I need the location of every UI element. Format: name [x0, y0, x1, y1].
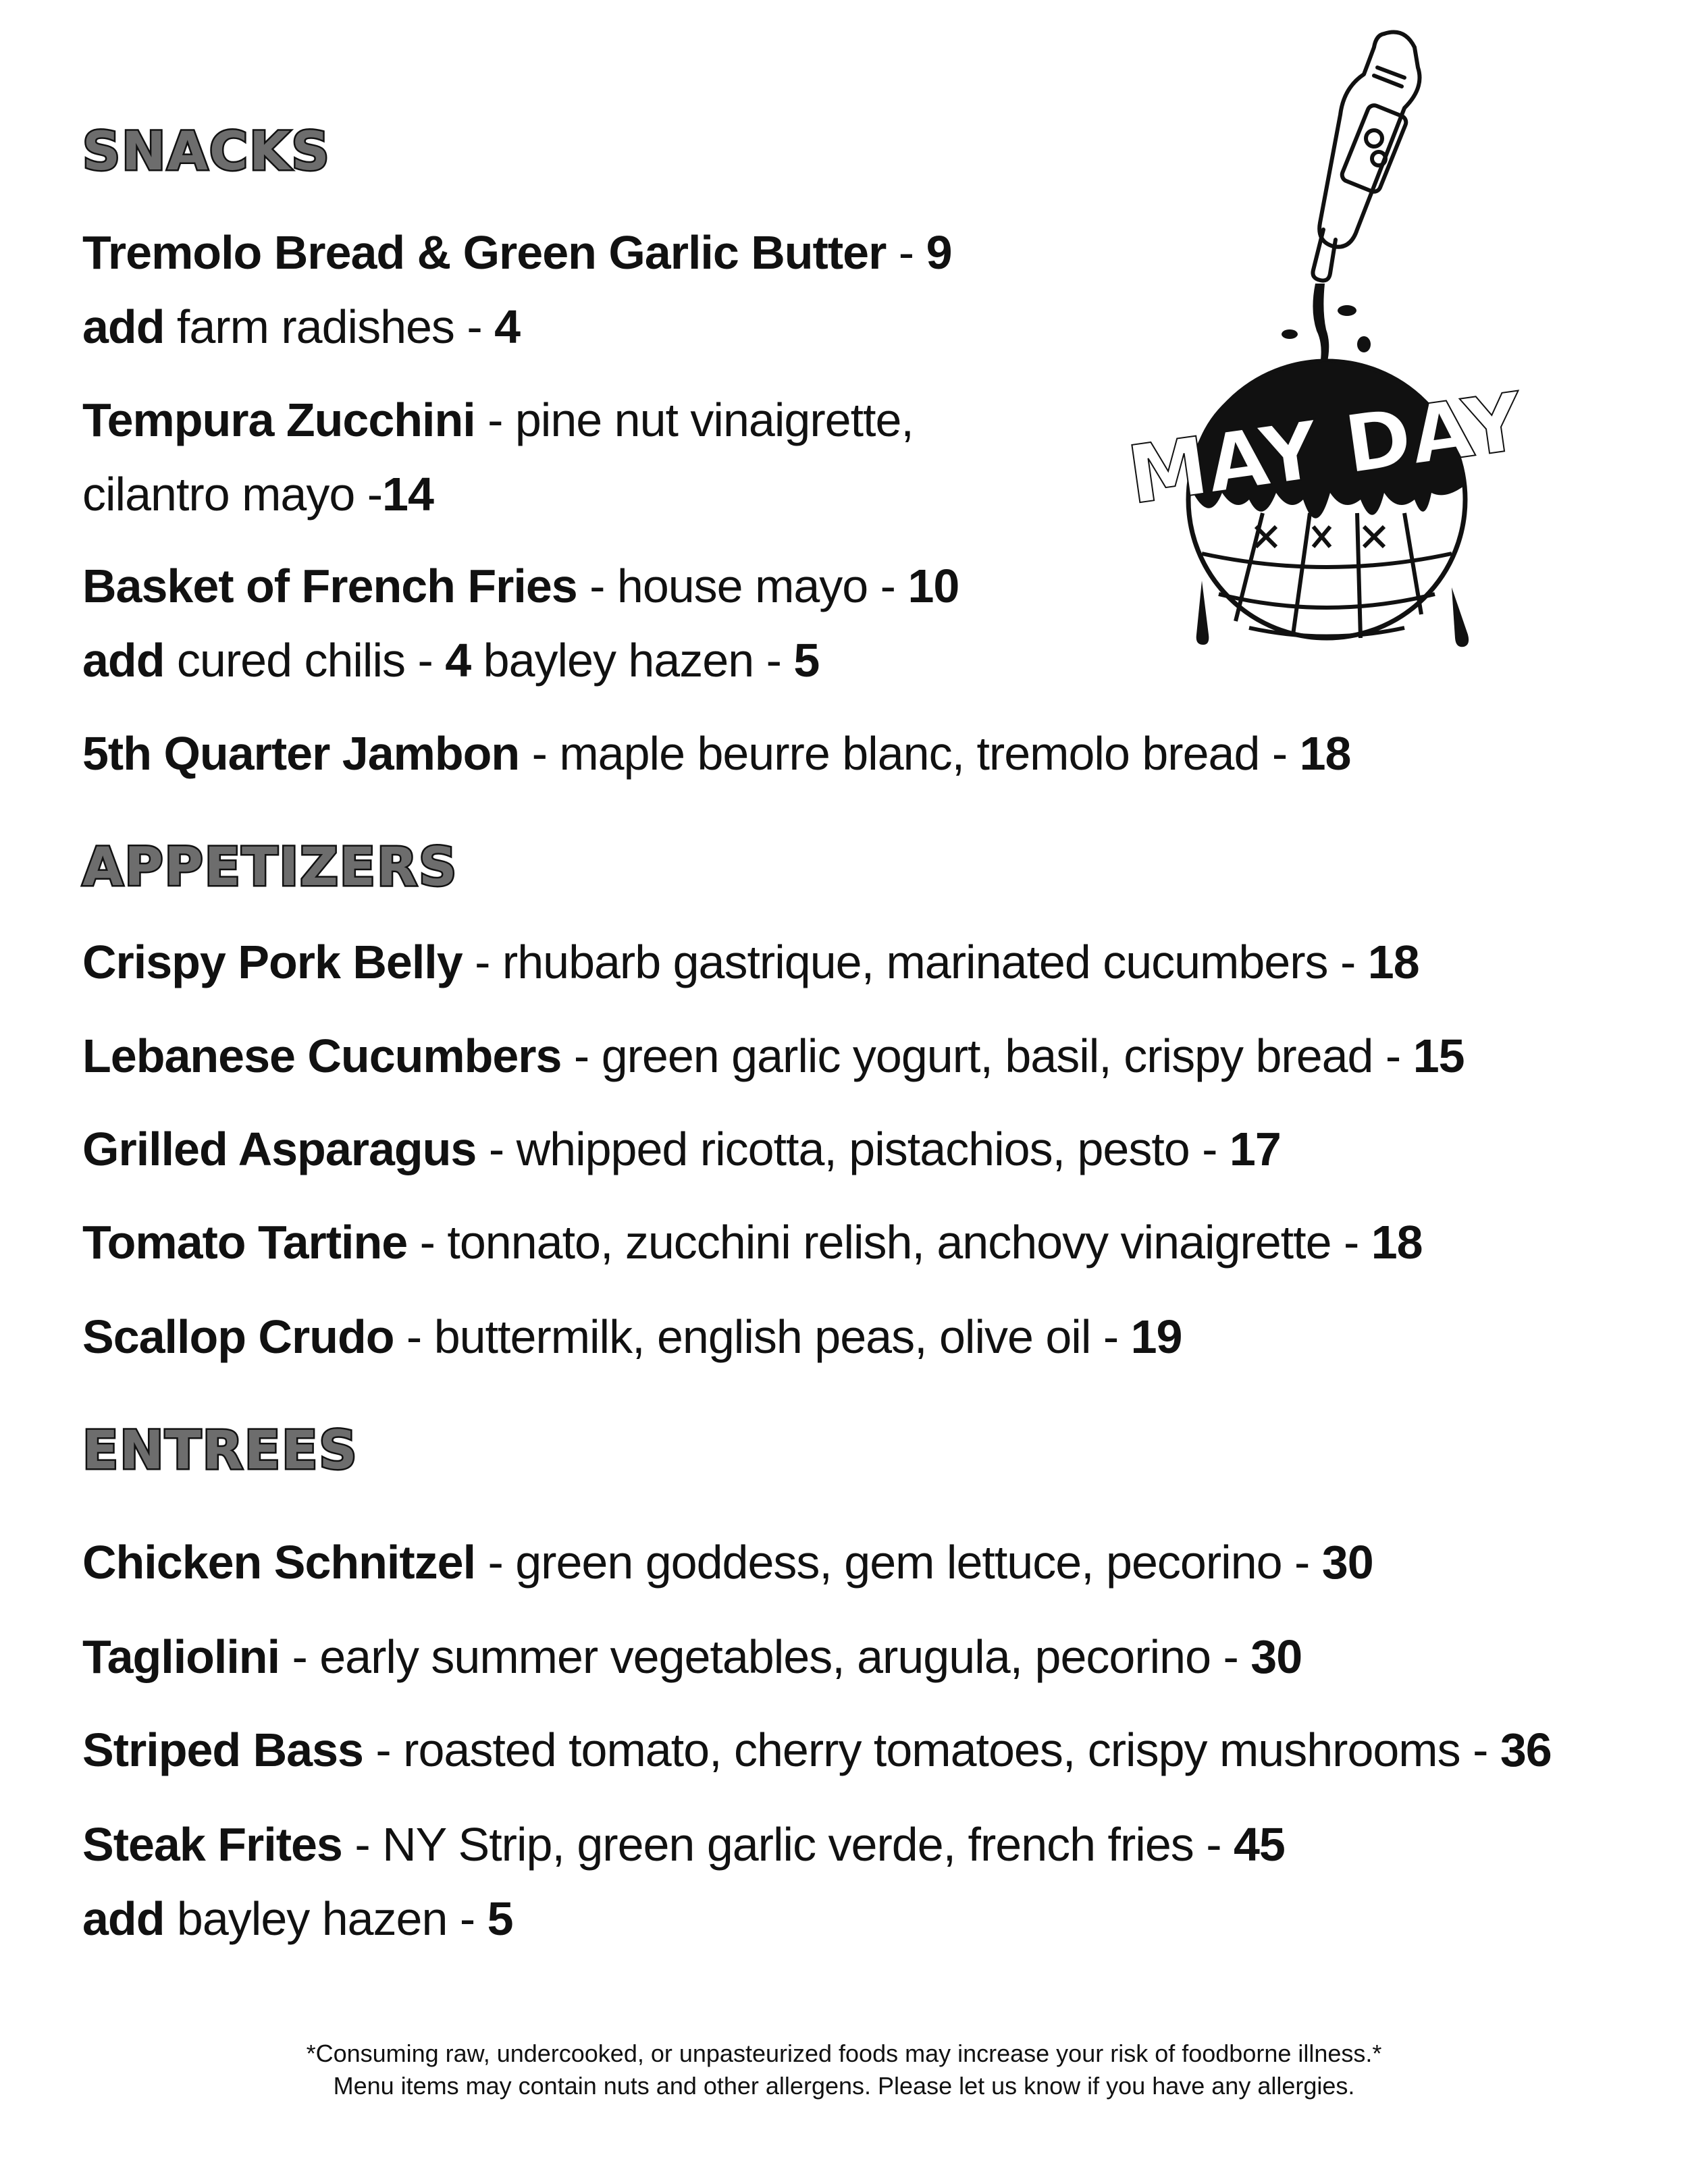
menu-item: [82, 1121, 1281, 1177]
item-desc: - whipped ricotta, pistachios, pesto -: [476, 1123, 1230, 1175]
item-desc: - tonnato, zucchini relish, anchovy vinaigrette -: [407, 1216, 1371, 1269]
add-label: add: [82, 634, 165, 687]
may-day-logo: [1122, 27, 1529, 689]
item-price: 15: [1413, 1030, 1465, 1082]
item-price: 10: [907, 560, 959, 612]
item-name: Crispy Pork Belly: [82, 936, 463, 988]
item-desc: -: [886, 226, 926, 279]
item-name: 5th Quarter Jambon: [82, 727, 520, 780]
menu-item-addon: [82, 1890, 513, 1947]
menu-item: [82, 1722, 1552, 1778]
section-title-entrees: ENTREES: [82, 1420, 359, 1481]
menu-item: [82, 1628, 1302, 1685]
item-price: 18: [1367, 936, 1419, 988]
menu-item-addon: [82, 298, 520, 355]
menu-item: [82, 392, 914, 448]
item-desc: farm radishes -: [164, 300, 495, 353]
item-name: Steak Frites: [82, 1818, 342, 1871]
item-name: Basket of French Fries: [82, 560, 577, 612]
item-desc: - green goddess, gem lettuce, pecorino -: [475, 1536, 1322, 1589]
menu-item-continued: [82, 466, 433, 523]
item-price: 45: [1234, 1818, 1285, 1871]
item-desc: cilantro mayo -: [82, 468, 383, 521]
menu-item: [82, 1816, 1285, 1873]
item-desc: - NY Strip, green garlic verde, french fries -: [342, 1818, 1234, 1871]
item-name: Lebanese Cucumbers: [82, 1030, 562, 1082]
item-price: 17: [1229, 1123, 1281, 1175]
section-title-snacks: SNACKS: [82, 122, 331, 182]
bottle-icon: [1313, 32, 1419, 281]
item-price: 5: [793, 634, 820, 687]
item-price: 4: [494, 300, 521, 353]
item-price: 14: [382, 468, 433, 521]
menu-item-addon: [82, 632, 819, 689]
item-name: Grilled Asparagus: [82, 1123, 477, 1175]
item-name: Tagliolini: [82, 1630, 280, 1683]
item-desc: - house mayo -: [577, 560, 908, 612]
menu-item: [82, 558, 959, 614]
item-desc: - pine nut vinaigrette,: [475, 394, 914, 446]
item-price: 36: [1500, 1724, 1552, 1776]
footer-line-2: Menu items may contain nuts and other allergens. Please let us know if you have any allergies.: [333, 2072, 1355, 2100]
item-desc: bayley hazen -: [164, 1892, 487, 1945]
menu-item: [82, 1534, 1373, 1591]
item-price: 9: [926, 226, 952, 279]
section-title-appetizers: APPETIZERS: [82, 837, 458, 898]
item-desc: - early summer vegetables, arugula, pecorino -: [280, 1630, 1251, 1683]
item-price: 18: [1299, 727, 1351, 780]
menu-item: [82, 934, 1419, 990]
footer-disclaimer: [0, 2037, 1688, 2102]
item-desc: - green garlic yogurt, basil, crispy bread -: [561, 1030, 1413, 1082]
item-price: 4: [445, 634, 471, 687]
stream-icon: [1282, 284, 1371, 365]
menu-item: [82, 224, 952, 281]
logo-text: MAY DAY: [1122, 374, 1529, 523]
item-name: Tempura Zucchini: [82, 394, 475, 446]
item-desc: - maple beurre blanc, tremolo bread -: [519, 727, 1300, 780]
globe-icon: [1122, 361, 1529, 647]
item-price: 30: [1250, 1630, 1302, 1683]
menu-item: [82, 725, 1350, 782]
footer-line-1: *Consuming raw, undercooked, or unpasteurized foods may increase your risk of foodborne illness.*: [306, 2040, 1382, 2067]
item-name: Striped Bass: [82, 1724, 363, 1776]
item-name: Tremolo Bread & Green Garlic Butter: [82, 226, 887, 279]
add-label: add: [82, 300, 165, 353]
item-name: Scallop Crudo: [82, 1310, 394, 1363]
item-desc: - roasted tomato, cherry tomatoes, crispy mushrooms -: [363, 1724, 1500, 1776]
item-price: 5: [487, 1892, 513, 1945]
item-desc: cured chilis -: [164, 634, 446, 687]
menu-item: [82, 1308, 1182, 1365]
item-price: 18: [1371, 1216, 1423, 1269]
item-desc: - buttermilk, english peas, olive oil -: [394, 1310, 1131, 1363]
menu-item: [82, 1028, 1465, 1084]
item-desc: - rhubarb gastrique, marinated cucumbers -: [462, 936, 1368, 988]
item-price: 19: [1130, 1310, 1182, 1363]
menu-item: [82, 1214, 1423, 1271]
item-price: 30: [1321, 1536, 1373, 1589]
item-name: Chicken Schnitzel: [82, 1536, 476, 1589]
item-name: Tomato Tartine: [82, 1216, 408, 1269]
add-label: add: [82, 1892, 165, 1945]
item-desc: bayley hazen -: [471, 634, 794, 687]
